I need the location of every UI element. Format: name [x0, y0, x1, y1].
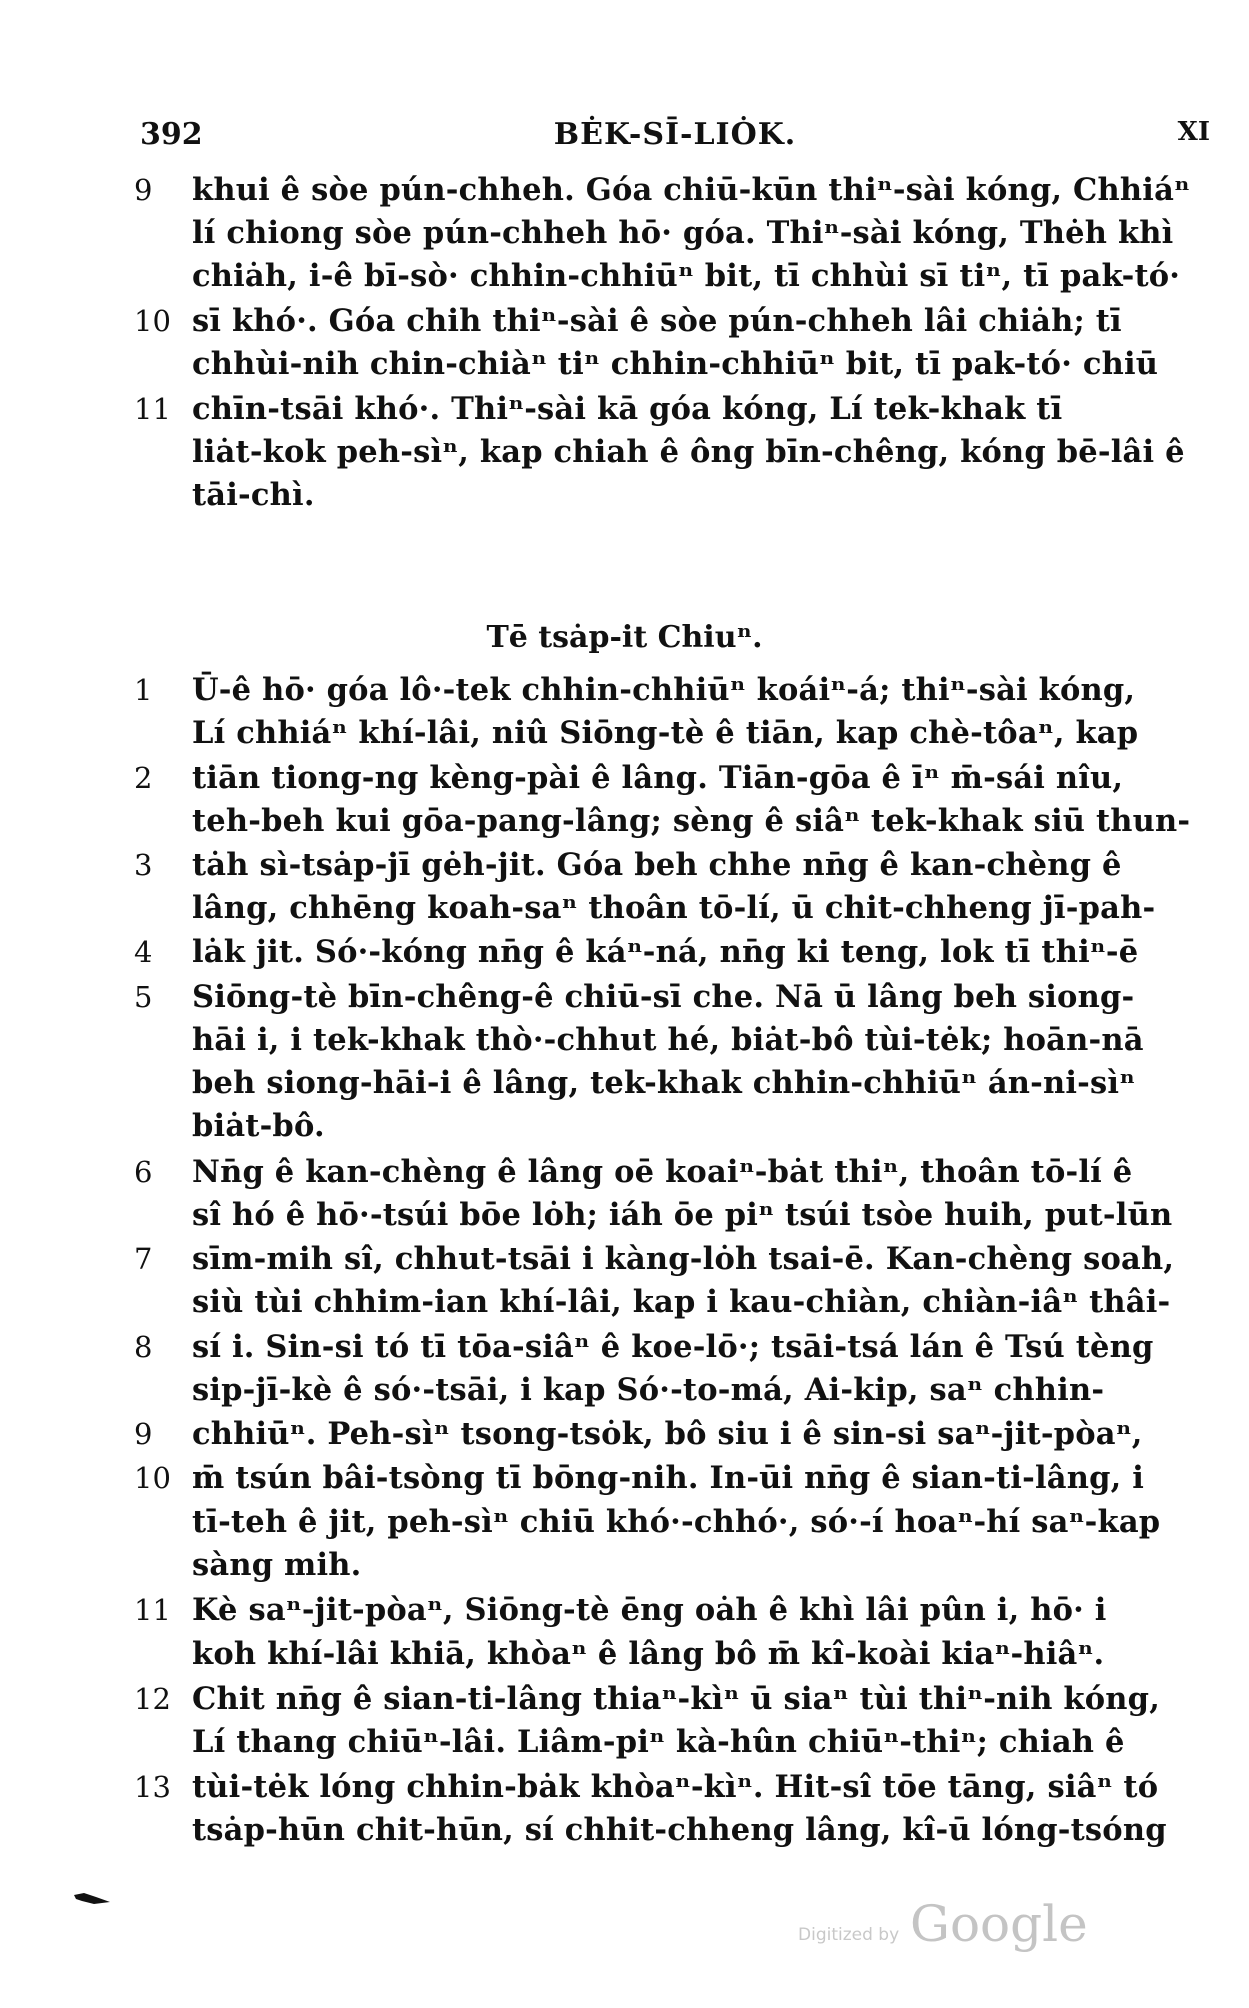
verse-number: 9 — [134, 1417, 153, 1451]
line-text: m̄ tsún bâi-tsòng tī bōng-nih. In-ūi nn̄g ê sian-ti-lâng, i — [192, 1460, 1145, 1496]
line-text: sīm-mih sî, chhut-tsāi i kàng-lȯh tsai-ē. Kan-chèng soah, — [192, 1241, 1175, 1277]
line-text: tùi-tėk lóng chhin-bȧk khòaⁿ-kìⁿ. Hit-sî tōe tāng, siâⁿ tó — [192, 1769, 1159, 1805]
line-text: tāi-chì. — [192, 477, 315, 513]
chapter-heading: Tē tsȧp-it Chiuⁿ. — [486, 620, 763, 655]
chapter-roman: XI — [1177, 117, 1210, 147]
line-text: Siōng-tè bīn-chêng-ê chiū-sī che. Nā ū lâng beh siong- — [192, 979, 1135, 1015]
verse-number: 3 — [134, 848, 153, 882]
google-logo: Google — [910, 1895, 1088, 1953]
line-text: teh-beh kui gōa-pang-lâng; sèng ê siâⁿ tek-khak siū thun- — [192, 803, 1191, 839]
watermark-prefix: Digitized by — [798, 1925, 900, 1945]
line-text: Nn̄g ê kan-chèng ê lâng oē koaiⁿ-bȧt thiⁿ, thoân tō-lí ê — [192, 1154, 1133, 1190]
line-text: Kè saⁿ-jit-pòaⁿ, Siōng-tè ēng oȧh ê khì lâi pûn i, hō· i — [192, 1592, 1107, 1628]
verse-number: 8 — [134, 1330, 153, 1364]
line-text: chhùi-nih chin-chiàⁿ tiⁿ chhin-chhiūⁿ bit, tī pak-tó· chiū — [192, 346, 1159, 382]
line-text: khui ê sòe pún-chheh. Góa chiū-kūn thiⁿ-sài kóng, Chhiáⁿ — [192, 172, 1191, 208]
verse-number: 11 — [134, 392, 171, 426]
line-text: koh khí-lâi khiā, khòaⁿ ê lâng bô m̄ kî-koài kiaⁿ-hiâⁿ. — [192, 1636, 1105, 1672]
line-text: chīn-tsāi khó·. Thiⁿ-sài kā góa kóng, Lí tek-khak tī — [192, 391, 1063, 427]
line-text: tȧh sì-tsȧp-jī gėh-jit. Góa beh chhe nn̄g ê kan-chèng ê — [192, 847, 1122, 883]
line-text: sī khó·. Góa chih thiⁿ-sài ê sòe pún-chheh lâi chiȧh; tī — [192, 303, 1122, 339]
verse-number: 1 — [134, 673, 153, 707]
line-text: sí i. Sin-si tó tī tōa-siâⁿ ê koe-lō·; tsāi-tsá lán ê Tsú tèng — [192, 1329, 1154, 1365]
line-text: tiān tiong-ng kèng-pài ê lâng. Tiān-gōa ê īⁿ m̄-sái nîu, — [192, 760, 1124, 796]
line-text: Lí chhiáⁿ khí-lâi, niû Siōng-tè ê tiān, kap chè-tôaⁿ, kap — [192, 715, 1139, 751]
verse-number: 5 — [134, 980, 153, 1014]
running-header — [140, 117, 1210, 157]
verse-number: 9 — [134, 173, 153, 207]
line-text: lí chiong sòe pún-chheh hō· góa. Thiⁿ-sài kóng, Thėh khì — [192, 215, 1174, 251]
verse-number: 2 — [134, 761, 153, 795]
line-text: beh siong-hāi-i ê lâng, tek-khak chhin-chhiūⁿ án-ni-sìⁿ — [192, 1065, 1136, 1101]
line-text: sàng mih. — [192, 1547, 362, 1583]
line-text: lâng, chhēng koah-saⁿ thoân tō-lí, ū chit-chheng jī-pah- — [192, 890, 1156, 926]
line-text: biȧt-bô. — [192, 1108, 325, 1144]
line-text: Ū-ê hō· góa lô·-tek chhin-chhiūⁿ koáiⁿ-á; thiⁿ-sài kóng, — [192, 672, 1136, 708]
line-text: tsȧp-hūn chit-hūn, sí chhit-chheng lâng, kî-ū lóng-tsóng — [192, 1812, 1167, 1848]
line-text: lȧk jit. Só·-kóng nn̄g ê káⁿ-ná, nn̄g ki teng, lok tī thiⁿ-ē — [192, 934, 1139, 970]
verse-number: 10 — [134, 1461, 171, 1495]
verse-number: 10 — [134, 304, 171, 338]
verse-number: 7 — [134, 1242, 153, 1276]
line-text: chhiūⁿ. Peh-sìⁿ tsong-tsȯk, bô siu i ê sin-si saⁿ-jit-pòaⁿ, — [192, 1416, 1143, 1452]
margin-pointer-icon — [74, 1892, 110, 1906]
verse-number: 12 — [134, 1682, 171, 1716]
line-text: chiȧh, i-ê bī-sò· chhin-chhiūⁿ bit, tī chhùi sī tiⁿ, tī pak-tó· — [192, 258, 1181, 294]
verse-number: 13 — [134, 1770, 171, 1804]
line-text: siù tùi chhim-ian khí-lâi, kap i kau-chiàn, chiàn-iâⁿ thâi- — [192, 1284, 1171, 1320]
line-text: sî hó ê hō·-tsúi bōe lȯh; iáh ōe piⁿ tsúi tsòe huih, put-lūn — [192, 1197, 1173, 1233]
verse-number: 6 — [134, 1155, 153, 1189]
page-number: 392 — [140, 117, 203, 152]
line-text: liȧt-kok peh-sìⁿ, kap chiah ê ông bīn-chêng, kóng bē-lâi ê — [192, 434, 1185, 470]
running-title: BĖK-SĪ-LIȮK. — [553, 117, 797, 152]
line-text: sip-jī-kè ê só·-tsāi, i kap Só·-to-má, Ai-kip, saⁿ chhin- — [192, 1372, 1105, 1408]
line-text: hāi i, i tek-khak thò·-chhut hé, biȧt-bô tùi-tėk; hoān-nā — [192, 1022, 1144, 1058]
verse-number: 11 — [134, 1593, 171, 1627]
verse-number: 4 — [134, 935, 153, 969]
line-text: Chit nn̄g ê sian-ti-lâng thiaⁿ-kìⁿ ū siaⁿ tùi thiⁿ-nih kóng, — [192, 1681, 1161, 1717]
line-text: tī-teh ê jit, peh-sìⁿ chiū khó·-chhó·, só·-í hoaⁿ-hí saⁿ-kap — [192, 1504, 1161, 1540]
line-text: Lí thang chiūⁿ-lâi. Liâm-piⁿ kà-hûn chiūⁿ-thiⁿ; chiah ê — [192, 1724, 1125, 1760]
